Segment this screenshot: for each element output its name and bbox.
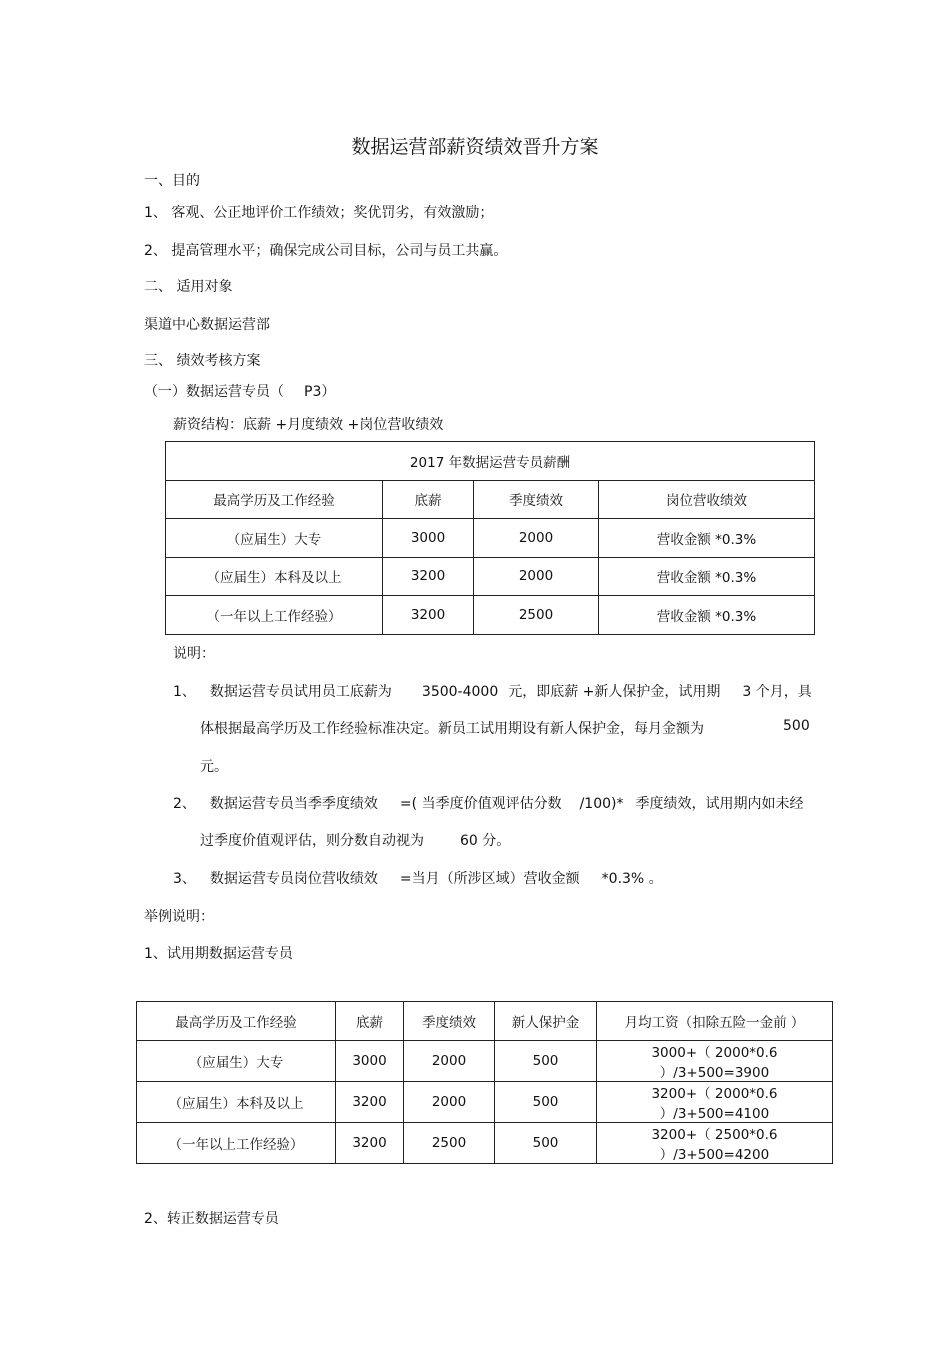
table-cell: （应届生）大专 [137,1040,336,1081]
note-1-text-b: 3500-4000 [421,684,499,700]
section-3-sub-1 [144,381,335,401]
note-3-line-1 [173,868,663,888]
note-3-text-b: =当月（所涉区域）营收金额 [399,871,580,887]
note-3-text-a: 数据运营专员岗位营收绩效 [209,871,378,887]
note-2-line-2 [200,830,510,850]
note-1-number: 1、 [173,684,196,700]
table-cell: （应届生）大专 [166,519,383,558]
table-row [137,1040,833,1081]
table-caption-row [166,442,815,481]
note-1-line-1 [173,681,812,701]
example-salary-table [136,1001,833,1164]
note-1-text-c: 元，即底薪 +新人保护金，试用期 [508,684,721,700]
table-row [137,1081,833,1122]
salary-table [165,441,815,635]
table-row [166,519,815,558]
note-1-text-d: 3 个月，具 [742,684,812,700]
table-cell: （一年以上工作经验） [137,1122,336,1163]
section-1-heading: 一、目的 [144,173,200,189]
table-header-cell: 最高学历及工作经验 [137,1002,336,1041]
note-1-line-3: 元。 [200,759,228,775]
table-cell: 3000 [336,1040,404,1081]
table-cell: 2000 [404,1081,495,1122]
table-cell: 2500 [404,1122,495,1163]
section-3-heading: 三、 绩效考核方案 [144,353,261,369]
note-3-number: 3、 [173,871,196,887]
section-1-item-2: 2、 提高管理水平；确保完成公司目标，公司与员工共赢。 [144,243,508,259]
note-1-line-2-value: 500 [783,718,810,734]
note-2-text-b: =( 当季度价值观评估分数 [399,796,562,812]
table-cell: 2000 [474,519,599,558]
table-cell: 3200 [336,1081,404,1122]
table-cell: 3200 [383,596,474,635]
note-2-text-a: 数据运营专员当季季度绩效 [209,796,378,812]
table-cell: 营收金额 *0.3% [599,596,815,635]
table-header-cell: 最高学历及工作经验 [166,480,383,519]
table-cell: 3000 [383,519,474,558]
note-2-line-2-text: 过季度价值观评估，则分数自动视为 [200,833,424,849]
note-1-text-a: 数据运营专员试用员工底薪为 [209,684,392,700]
table-cell: 3200+（ 2500*0.6 ）/3+500=4200 [597,1122,833,1163]
table-cell: 3000+（ 2000*0.6 ）/3+500=3900 [597,1040,833,1081]
table-cell: （应届生）本科及以上 [137,1081,336,1122]
table-header-cell: 新人保护金 [495,1002,597,1041]
table-cell: 500 [495,1081,597,1122]
table-cell: 营收金额 *0.3% [599,519,815,558]
table-cell: 2000 [474,557,599,596]
example-2-heading: 2、转正数据运营专员 [144,1211,279,1227]
note-2-line-2-value: 60 分。 [460,833,511,849]
salary-structure: 薪资结构：底薪 +月度绩效 +岗位营收绩效 [173,417,444,433]
note-3-text-c: *0.3% 。 [601,871,663,887]
note-2-number: 2、 [173,796,196,812]
section-2-body: 渠道中心数据运营部 [144,317,270,333]
note-2-text-d: 季度绩效，试用期内如未经 [635,796,804,812]
table-header-cell: 季度绩效 [474,480,599,519]
table-cell: 3200 [383,557,474,596]
table-row [166,557,815,596]
table-cell: 500 [495,1122,597,1163]
section-2-heading: 二、 适用对象 [144,279,233,295]
table-header-cell: 底薪 [383,480,474,519]
example-1-heading: 1、试用期数据运营专员 [144,946,293,962]
table-cell: 营收金额 *0.3% [599,557,815,596]
table-header-cell: 月均工资（扣除五险一金前 ） [597,1002,833,1041]
examples-heading: 举例说明： [144,909,214,925]
table-header-cell: 季度绩效 [404,1002,495,1041]
table-cell: 2500 [474,596,599,635]
table-cell: （应届生）本科及以上 [166,557,383,596]
sub-1-label: （一）数据运营专员（ [144,384,284,400]
table-cell: 3200 [336,1122,404,1163]
table-row [137,1122,833,1163]
table-header-row [137,1002,833,1041]
note-1-line-2: 体根据最高学历及工作经验标准决定。新员工试用期设有新人保护金，每月金额为 [200,721,704,737]
section-1-item-1: 1、 客观、公正地评价工作绩效；奖优罚劣，有效激励； [144,205,494,221]
table-caption: 2017 年数据运营专员薪酬 [166,442,815,481]
table-cell: 2000 [404,1040,495,1081]
table-header-cell: 底薪 [336,1002,404,1041]
table-row [166,596,815,635]
table-cell: 500 [495,1040,597,1081]
note-2-text-c: /100)* [579,796,624,812]
sub-1-code: P3） [304,384,336,400]
table-cell: （一年以上工作经验） [166,596,383,635]
table-cell: 3200+（ 2000*0.6 ）/3+500=4100 [597,1081,833,1122]
note-2-line-1 [173,793,803,813]
page-title: 数据运营部薪资绩效晋升方案 [351,136,599,158]
table-header-row [166,480,815,519]
table-header-cell: 岗位营收绩效 [599,480,815,519]
notes-heading: 说明： [173,646,215,662]
